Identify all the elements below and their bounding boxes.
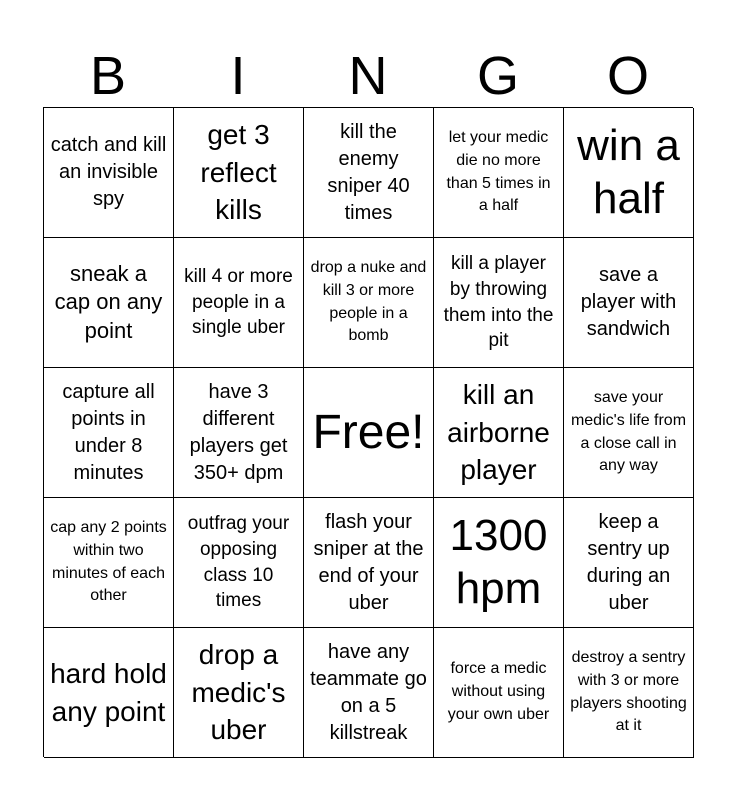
header-letter-b: B <box>89 46 127 106</box>
cell-text: hard hold any point <box>50 657 167 727</box>
bingo-cell[interactable] <box>564 498 694 628</box>
cell-text: force a medic without using your own uber <box>447 660 550 723</box>
cell-text: win a half <box>577 120 680 223</box>
cell-text: drop a nuke and kill 3 or more people in a bomb <box>310 259 427 345</box>
cell-text: kill 4 or more people in a single uber <box>184 266 293 339</box>
header-letter-n: N <box>348 46 388 106</box>
cell-text: save a player with sandwich <box>580 264 677 340</box>
cell-text: drop a medic's uber <box>191 639 286 746</box>
bingo-cell[interactable] <box>44 108 174 238</box>
cell-text: let your medic die no more than 5 times in a half <box>446 129 551 215</box>
free-space-text: Free! <box>312 405 425 459</box>
cell-text: 1300 hpm <box>449 510 548 613</box>
bingo-cell[interactable] <box>434 628 564 758</box>
bingo-cell[interactable] <box>564 368 694 498</box>
free-space-cell[interactable] <box>304 368 434 498</box>
bingo-cell[interactable] <box>174 628 304 758</box>
cell-text: kill a player by throwing them into the pit <box>443 253 554 352</box>
bingo-cell[interactable] <box>304 498 434 628</box>
header-letter-g: G <box>476 46 519 106</box>
cell-text: outfrag your opposing class 10 times <box>187 513 290 612</box>
bingo-cell[interactable] <box>44 368 174 498</box>
bingo-cell[interactable] <box>174 108 304 238</box>
cell-text: have any teammate go on a 5 killstreak <box>310 640 427 744</box>
bingo-cell[interactable] <box>564 238 694 368</box>
bingo-cell[interactable] <box>44 628 174 758</box>
bingo-cell[interactable] <box>174 238 304 368</box>
cell-text: catch and kill an invisible spy <box>50 134 167 210</box>
bingo-cell[interactable] <box>564 108 694 238</box>
bingo-cell[interactable] <box>44 498 174 628</box>
bingo-cell[interactable] <box>304 238 434 368</box>
cell-text: sneak a cap on any point <box>54 260 163 343</box>
cell-text: keep a sentry up during an uber <box>586 510 671 614</box>
cell-text: capture all points in under 8 minutes <box>62 380 155 484</box>
header-letter-i: I <box>230 46 246 106</box>
cell-text: have 3 different players get 350+ dpm <box>189 380 288 484</box>
bingo-header <box>43 48 693 104</box>
bingo-board <box>43 107 693 757</box>
bingo-cell[interactable] <box>174 498 304 628</box>
bingo-cell[interactable] <box>304 628 434 758</box>
bingo-cell[interactable] <box>434 108 564 238</box>
bingo-cell[interactable] <box>564 628 694 758</box>
bingo-cell[interactable] <box>434 238 564 368</box>
cell-text: save your medic's life from a close call in any way <box>570 389 687 475</box>
bingo-cell[interactable] <box>304 108 434 238</box>
bingo-cell[interactable] <box>434 368 564 498</box>
cell-text: kill an airborne player <box>447 379 550 486</box>
cell-text: cap any 2 points within two minutes of each other <box>50 519 167 605</box>
bingo-cell[interactable] <box>174 368 304 498</box>
bingo-cell[interactable] <box>434 498 564 628</box>
bingo-cell[interactable] <box>44 238 174 368</box>
cell-text: destroy a sentry with 3 or more players shooting at it <box>570 649 687 735</box>
header-letter-o: O <box>606 46 649 106</box>
cell-text: get 3 reflect kills <box>200 119 277 226</box>
cell-text: kill the enemy sniper 40 times <box>327 120 410 224</box>
cell-text: flash your sniper at the end of your uber <box>313 510 424 614</box>
